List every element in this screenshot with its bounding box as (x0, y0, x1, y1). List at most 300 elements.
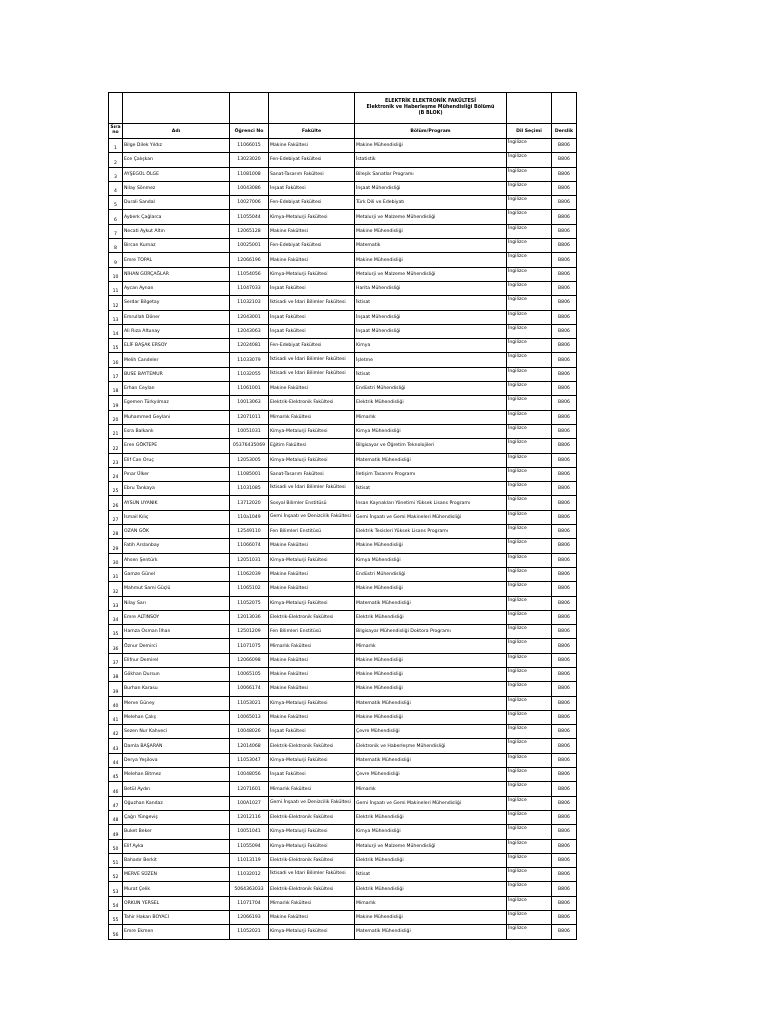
department: Makine Mühendisliği (355, 682, 507, 696)
faculty: Kimya-Metalurji Fakültesi (269, 839, 355, 853)
language: İngilizce (507, 310, 552, 324)
table-row (109, 882, 577, 896)
table-row (109, 610, 577, 624)
faculty: İktisadi ve İdari Bilimler Fakültesi (269, 296, 355, 310)
classroom: B806 (552, 153, 577, 167)
faculty: Kimya-Metalurji Fakültesi (269, 825, 355, 839)
student-number: 12043001 (230, 310, 269, 324)
row-number: 9 (109, 253, 123, 267)
language: İngilizce (507, 639, 552, 653)
row-number: 46 (109, 782, 123, 796)
row-number: 2 (109, 153, 123, 167)
row-number: 39 (109, 682, 123, 696)
student-number: 11053047 (230, 753, 269, 767)
student-number: 11033079 (230, 353, 269, 367)
table-row (109, 467, 577, 481)
student-number: 11055044 (230, 210, 269, 224)
student-number: 11066015 (230, 139, 269, 153)
language: İngilizce (507, 139, 552, 153)
language: İngilizce (507, 682, 552, 696)
table-row (109, 324, 577, 338)
table-row (109, 496, 577, 510)
classroom: B806 (552, 139, 577, 153)
classroom: B806 (552, 782, 577, 796)
classroom: B806 (552, 868, 577, 882)
student-name: Necati Aykut Altın (123, 224, 230, 238)
department: Türk Dili ve Edebiyatı (355, 196, 507, 210)
faculty: Kimya-Metalurji Fakültesi (269, 553, 355, 567)
student-name: Egemen Türkyılmaz (123, 396, 230, 410)
row-number: 3 (109, 167, 123, 181)
classroom: B806 (552, 281, 577, 295)
department: Elektrik Mühendisliği (355, 882, 507, 896)
classroom: B806 (552, 324, 577, 338)
row-number: 32 (109, 582, 123, 596)
department: Mimarlık (355, 896, 507, 910)
row-number: 24 (109, 467, 123, 481)
language: İngilizce (507, 496, 552, 510)
table-row (109, 353, 577, 367)
table-row (109, 768, 577, 782)
department: Elektrik Mühendisliği (355, 810, 507, 824)
table-row (109, 682, 577, 696)
student-name: Nilay Sönmez (123, 181, 230, 195)
faculty: Kimya-Metalurji Fakültesi (269, 696, 355, 710)
classroom: B806 (552, 482, 577, 496)
table-row (109, 339, 577, 353)
faculty: Elektrik-Elektronik Fakültesi (269, 853, 355, 867)
row-number: 11 (109, 281, 123, 295)
student-list-sheet (108, 92, 576, 940)
table-row (109, 753, 577, 767)
classroom: B806 (552, 639, 577, 653)
header-bolum: Bölüm/Program (355, 124, 507, 139)
faculty: Kimya-Metalurji Fakültesi (269, 424, 355, 438)
table-row (109, 139, 577, 153)
table-header-row (109, 124, 577, 139)
student-number: 12043063 (230, 324, 269, 338)
department: Çevre Mühendisliği (355, 768, 507, 782)
row-number: 43 (109, 739, 123, 753)
department: Mimarlık (355, 782, 507, 796)
row-number: 45 (109, 768, 123, 782)
faculty: İktisadi ve İdari Bilimler Fakültesi (269, 482, 355, 496)
student-name: Emre Ekmen (123, 925, 230, 939)
faculty: Makine Fakültesi (269, 667, 355, 681)
student-name: İsmail Kılıç (123, 510, 230, 524)
student-name: Ali Rıza Altunay (123, 324, 230, 338)
student-number: 12051031 (230, 553, 269, 567)
student-number: 11081008 (230, 167, 269, 181)
student-table (108, 92, 577, 940)
row-number: 48 (109, 810, 123, 824)
student-number: 12024081 (230, 339, 269, 353)
student-number: 10065105 (230, 667, 269, 681)
table-row (109, 525, 577, 539)
language: İngilizce (507, 353, 552, 367)
language: İngilizce (507, 782, 552, 796)
classroom: B806 (552, 625, 577, 639)
department: Bileşik Sanatlar Programı (355, 167, 507, 181)
language: İngilizce (507, 167, 552, 181)
department: Mimarlık (355, 410, 507, 424)
student-number: 11062039 (230, 567, 269, 581)
student-number: 13712020 (230, 496, 269, 510)
student-number: 12071601 (230, 782, 269, 796)
classroom: B806 (552, 196, 577, 210)
language: İngilizce (507, 539, 552, 553)
row-number: 55 (109, 911, 123, 925)
student-number: 11055094 (230, 839, 269, 853)
row-number: 19 (109, 396, 123, 410)
row-number: 16 (109, 353, 123, 367)
language: İngilizce (507, 739, 552, 753)
student-number: 11031085 (230, 482, 269, 496)
table-row (109, 281, 577, 295)
language: İngilizce (507, 753, 552, 767)
table-row (109, 782, 577, 796)
student-number: 10065013 (230, 710, 269, 724)
student-number: 11066074 (230, 539, 269, 553)
language: İngilizce (507, 210, 552, 224)
student-name: Ebru Tankaya (123, 482, 230, 496)
student-name: Öznur Demirci (123, 639, 230, 653)
title-line-2: Elektronik ve Haberleşme Mühendisliği Bölümü (366, 105, 495, 110)
department: Makine Mühendisliği (355, 539, 507, 553)
student-name: Emre TOPAL (123, 253, 230, 267)
student-number: 100A1027 (230, 796, 269, 810)
classroom: B806 (552, 453, 577, 467)
faculty: Mimarlık Fakültesi (269, 896, 355, 910)
department: İktisat (355, 367, 507, 381)
faculty: Fen-Edebiyat Fakültesi (269, 196, 355, 210)
student-number: 12066098 (230, 653, 269, 667)
classroom: B806 (552, 339, 577, 353)
row-number: 35 (109, 625, 123, 639)
faculty: Fen-Edebiyat Fakültesi (269, 339, 355, 353)
language: İngilizce (507, 796, 552, 810)
table-row (109, 639, 577, 653)
department: Matematik (355, 239, 507, 253)
student-number: 11071075 (230, 639, 269, 653)
row-number: 5 (109, 196, 123, 210)
student-number: 12549110 (230, 525, 269, 539)
row-number: 12 (109, 296, 123, 310)
language: İngilizce (507, 725, 552, 739)
faculty: Mimarlık Fakültesi (269, 782, 355, 796)
row-number: 47 (109, 796, 123, 810)
table-row (109, 424, 577, 438)
department: Makine Mühendisliği (355, 667, 507, 681)
faculty: Makine Fakültesi (269, 653, 355, 667)
table-row (109, 653, 577, 667)
department: Metalurji ve Malzeme Mühendisliği (355, 267, 507, 281)
classroom: B806 (552, 810, 577, 824)
row-number: 30 (109, 553, 123, 567)
faculty: Makine Fakültesi (269, 382, 355, 396)
language: İngilizce (507, 925, 552, 939)
department: Elektrik Mühendisliği (355, 853, 507, 867)
language: İngilizce (507, 253, 552, 267)
language: İngilizce (507, 825, 552, 839)
language: İngilizce (507, 667, 552, 681)
department: Elektrik Mühendisliği (355, 610, 507, 624)
faculty: İnşaat Fakültesi (269, 281, 355, 295)
student-name: Derya Yeşilova (123, 753, 230, 767)
language: İngilizce (507, 467, 552, 481)
language: İngilizce (507, 439, 552, 453)
faculty: Makine Fakültesi (269, 224, 355, 238)
student-name: Durali Sandal (123, 196, 230, 210)
table-row (109, 539, 577, 553)
department: Makine Mühendisliği (355, 139, 507, 153)
student-number: 12066196 (230, 253, 269, 267)
row-number: 49 (109, 825, 123, 839)
classroom: B806 (552, 239, 577, 253)
student-name: OZAN GÖK (123, 525, 230, 539)
table-row (109, 796, 577, 810)
faculty: İktisadi ve İdari Bilimler Fakültesi (269, 353, 355, 367)
table-row (109, 453, 577, 467)
row-number: 22 (109, 439, 123, 453)
language: İngilizce (507, 596, 552, 610)
header-sira: Sıra no (109, 124, 123, 139)
student-name: Sezen Nur Kahveci (123, 725, 230, 739)
row-number: 13 (109, 310, 123, 324)
row-number: 17 (109, 367, 123, 381)
classroom: B806 (552, 439, 577, 453)
faculty: Eğitim Fakültesi (269, 439, 355, 453)
student-number: 12012116 (230, 810, 269, 824)
student-name: Bilge Dilek Yıldız (123, 139, 230, 153)
language: İngilizce (507, 610, 552, 624)
department: İstatistik (355, 153, 507, 167)
table-row (109, 825, 577, 839)
classroom: B806 (552, 882, 577, 896)
classroom: B806 (552, 896, 577, 910)
department: İnşaat Mühendisliği (355, 181, 507, 195)
faculty: Makine Fakültesi (269, 710, 355, 724)
classroom: B806 (552, 267, 577, 281)
language: İngilizce (507, 267, 552, 281)
faculty: İnşaat Fakültesi (269, 768, 355, 782)
student-name: Merve Güney (123, 696, 230, 710)
department: İktisat (355, 482, 507, 496)
language: İngilizce (507, 396, 552, 410)
student-name: Nilay Sarı (123, 596, 230, 610)
faculty: Elektrik-Elektronik Fakültesi (269, 810, 355, 824)
faculty: Fen-Edebiyat Fakültesi (269, 239, 355, 253)
language: İngilizce (507, 853, 552, 867)
student-number: 12066193 (230, 911, 269, 925)
classroom: B806 (552, 167, 577, 181)
student-number: 12014068 (230, 739, 269, 753)
table-row (109, 396, 577, 410)
student-number: 11071704 (230, 896, 269, 910)
classroom: B806 (552, 181, 577, 195)
language: İngilizce (507, 224, 552, 238)
student-name: NİHAN GÜRÇAĞLAR (123, 267, 230, 281)
faculty: İktisadi ve İdari Bilimler Fakültesi (269, 367, 355, 381)
language: İngilizce (507, 768, 552, 782)
table-row (109, 868, 577, 882)
table-row (109, 382, 577, 396)
faculty: Makine Fakültesi (269, 682, 355, 696)
table-row (109, 582, 577, 596)
faculty: Mimarlık Fakültesi (269, 639, 355, 653)
header-derslik: Derslik (552, 124, 577, 139)
faculty: İnşaat Fakültesi (269, 310, 355, 324)
classroom: B806 (552, 925, 577, 939)
student-name: Melehan Bitmez (123, 768, 230, 782)
department: İnşaat Mühendisliği (355, 324, 507, 338)
table-row (109, 925, 577, 939)
faculty: Elektrik-Elektronik Fakültesi (269, 739, 355, 753)
classroom: B806 (552, 853, 577, 867)
faculty: Elektrik-Elektronik Fakültesi (269, 610, 355, 624)
language: İngilizce (507, 367, 552, 381)
faculty: Makine Fakültesi (269, 253, 355, 267)
student-name: Mahmut Sami Güçlü (123, 582, 230, 596)
table-row (109, 839, 577, 853)
student-number: 11047033 (230, 281, 269, 295)
table-row (109, 482, 577, 496)
table-row (109, 725, 577, 739)
faculty: Fen Bilimleri Enstitüsü (269, 625, 355, 639)
classroom: B806 (552, 710, 577, 724)
classroom: B806 (552, 696, 577, 710)
student-number: 10048026 (230, 725, 269, 739)
student-number: 10043086 (230, 181, 269, 195)
language: İngilizce (507, 810, 552, 824)
language: İngilizce (507, 410, 552, 424)
language: İngilizce (507, 567, 552, 581)
classroom: B806 (552, 839, 577, 853)
language: İngilizce (507, 239, 552, 253)
student-number: 11013119 (230, 853, 269, 867)
row-number: 28 (109, 525, 123, 539)
classroom: B806 (552, 224, 577, 238)
language: İngilizce (507, 625, 552, 639)
student-name: Buket Beker (123, 825, 230, 839)
row-number: 8 (109, 239, 123, 253)
faculty: Sanat-Tasarım Fakültesi (269, 167, 355, 181)
student-number: 11032055 (230, 367, 269, 381)
language: İngilizce (507, 281, 552, 295)
student-number: 11052021 (230, 925, 269, 939)
row-number: 52 (109, 868, 123, 882)
student-number: 11065102 (230, 582, 269, 596)
student-number: 05376435069 (230, 439, 269, 453)
language: İngilizce (507, 882, 552, 896)
student-name: Damla BAŞARAN (123, 739, 230, 753)
student-number: 10051041 (230, 825, 269, 839)
department: Matematik Mühendisliği (355, 596, 507, 610)
student-name: Tahir Hakan BOYACI (123, 911, 230, 925)
student-name: Gamze Günel (123, 567, 230, 581)
department: Makine Mühendisliği (355, 253, 507, 267)
classroom: B806 (552, 410, 577, 424)
classroom: B806 (552, 310, 577, 324)
row-number: 51 (109, 853, 123, 867)
student-name: Emrullah Döner (123, 310, 230, 324)
department: Matematik Mühendisliği (355, 753, 507, 767)
department: Endüstri Mühendisliği (355, 567, 507, 581)
language: İngilizce (507, 868, 552, 882)
table-row (109, 224, 577, 238)
student-name: Elif Ayka (123, 839, 230, 853)
classroom: B806 (552, 753, 577, 767)
row-number: 36 (109, 639, 123, 653)
table-row (109, 710, 577, 724)
student-number: 12013036 (230, 610, 269, 624)
department: Metalurji ve Malzeme Mühendisliği (355, 839, 507, 853)
student-number: 11032103 (230, 296, 269, 310)
table-row (109, 439, 577, 453)
student-number: 11032012 (230, 868, 269, 882)
table-row (109, 853, 577, 867)
classroom: B806 (552, 539, 577, 553)
department: Kimya (355, 339, 507, 353)
table-row (109, 696, 577, 710)
row-number: 41 (109, 710, 123, 724)
table-row (109, 181, 577, 195)
student-name: Esra Balkanlı (123, 424, 230, 438)
row-number: 1 (109, 139, 123, 153)
table-row (109, 310, 577, 324)
table-row (109, 196, 577, 210)
classroom: B806 (552, 467, 577, 481)
row-number: 6 (109, 210, 123, 224)
student-number: 5064363033 (230, 882, 269, 896)
faculty: İktisadi ve İdari Bilimler Fakültesi (269, 868, 355, 882)
faculty: Fen-Edebiyat Fakültesi (269, 153, 355, 167)
language: İngilizce (507, 553, 552, 567)
row-number: 14 (109, 324, 123, 338)
department: Makine Mühendisliği (355, 653, 507, 667)
language: İngilizce (507, 181, 552, 195)
student-name: Betül Aydın (123, 782, 230, 796)
table-row (109, 153, 577, 167)
department: Matematik Mühendisliği (355, 453, 507, 467)
student-name: AYSUN UYANIK (123, 496, 230, 510)
row-number: 10 (109, 267, 123, 281)
row-number: 25 (109, 482, 123, 496)
student-name: Burhan Karasu (123, 682, 230, 696)
faculty: Gemi İnşaatı ve Denizcilik Fakültesi (269, 510, 355, 524)
student-number: 12065128 (230, 224, 269, 238)
student-name: Bircan Kurnaz (123, 239, 230, 253)
row-number: 50 (109, 839, 123, 853)
row-number: 37 (109, 653, 123, 667)
department: Matematik Mühendisliği (355, 696, 507, 710)
table-row (109, 567, 577, 581)
department: Elektronik ve Haberleşme Mühendisliği (355, 739, 507, 753)
student-number: 12501209 (230, 625, 269, 639)
department: Endüstri Mühendisliği (355, 382, 507, 396)
department: İnşaat Mühendisliği (355, 310, 507, 324)
student-number: 11085001 (230, 467, 269, 481)
language: İngilizce (507, 510, 552, 524)
department: Makine Mühendisliği (355, 224, 507, 238)
student-number: 10066174 (230, 682, 269, 696)
classroom: B806 (552, 739, 577, 753)
faculty: Kimya-Metalurji Fakültesi (269, 453, 355, 467)
department: Bilgisayar Mühendisliği Doktora Programı (355, 625, 507, 639)
student-name: Fatih Arslanbay (123, 539, 230, 553)
student-number: 10048056 (230, 768, 269, 782)
classroom: B806 (552, 911, 577, 925)
